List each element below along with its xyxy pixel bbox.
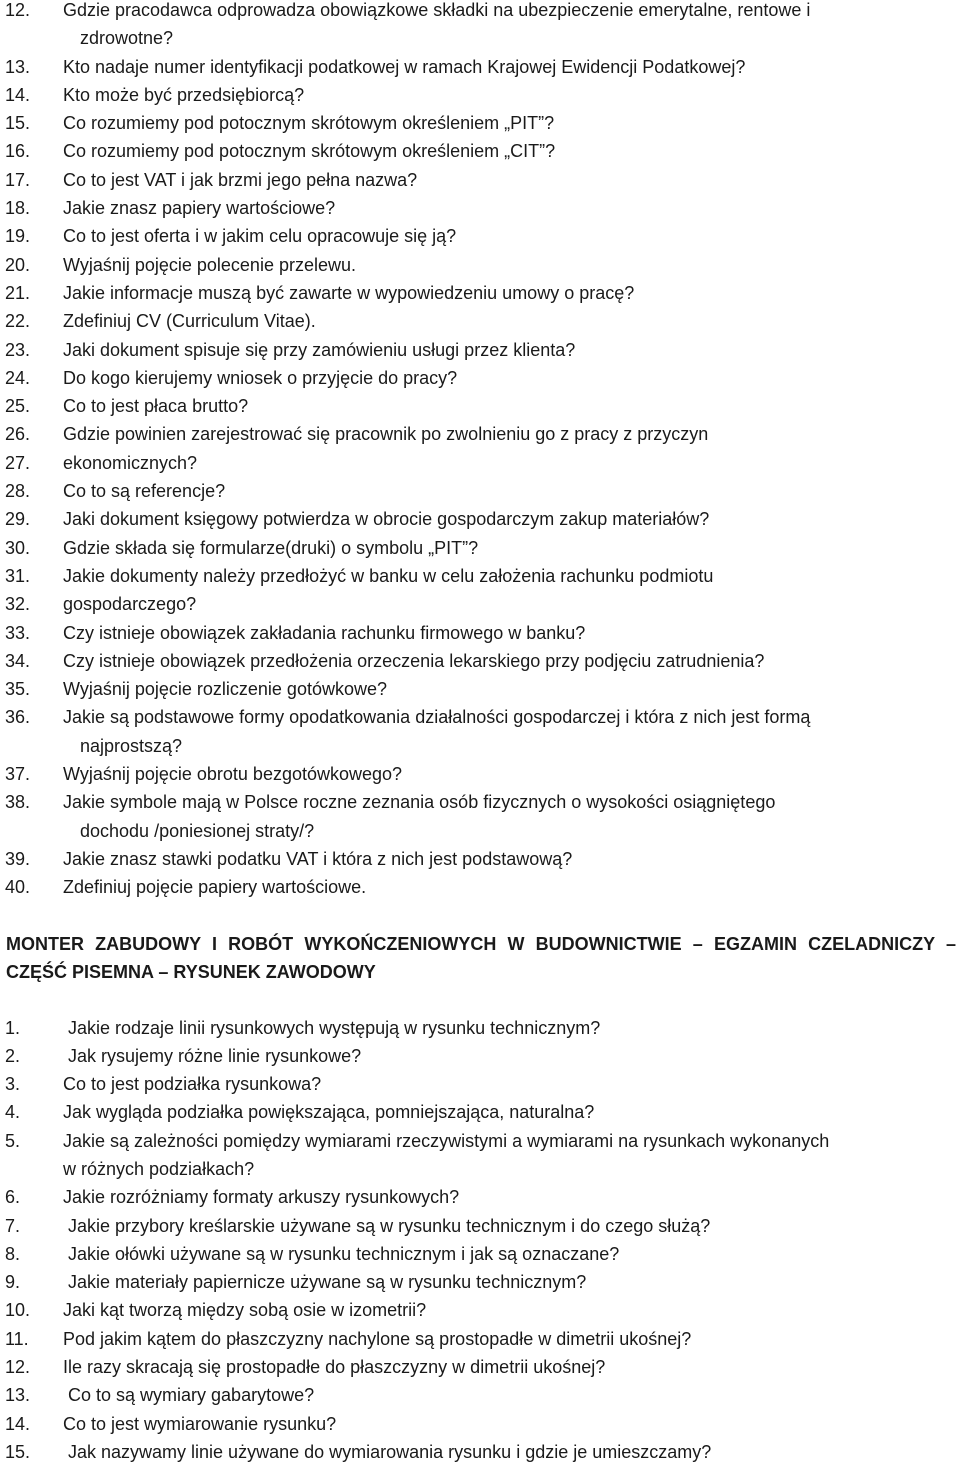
item-text: Jakie przybory kreślarskie używane są w rysunku technicznym i do czego służą? [0,1212,960,1240]
item-text: Co to są wymiary gabarytowe? [0,1381,960,1409]
list-item [0,505,960,533]
list-item [0,1127,960,1184]
item-number: 18. [5,194,30,222]
list-item [0,364,960,392]
item-text: Jakie rozróżniamy formaty arkuszy rysunkowych? [0,1183,960,1211]
item-number: 24. [5,364,30,392]
item-text: Kto nadaje numer identyfikacji podatkowej w ramach Krajowej Ewidencji Podatkowej? [0,53,960,81]
item-text: Czy istnieje obowiązek przedłożenia orzeczenia lekarskiego przy podjęciu zatrudnienia? [0,647,960,675]
item-number: 23. [5,336,30,364]
item-number: 17. [5,166,30,194]
list-item [0,194,960,222]
item-number: 27. [5,449,30,477]
item-number: 38. [5,788,30,816]
list-item [0,0,960,53]
item-text: Kto może być przedsiębiorcą? [0,81,960,109]
item-text: Pod jakim kątem do płaszczyzny nachylone są prostopadłe w dimetrii ukośnej? [0,1325,960,1353]
list-item [0,1381,960,1409]
item-number: 5. [5,1127,20,1155]
item-number: 19. [5,222,30,250]
item-text-continuation: najprostszą? [0,732,960,760]
item-number: 39. [5,845,30,873]
item-text: Co to jest podziałka rysunkowa? [0,1070,960,1098]
list-item [0,81,960,109]
list-item [0,873,960,901]
item-number: 1. [5,1014,20,1042]
item-number: 34. [5,647,30,675]
list-item [0,619,960,647]
item-text: Jakie znasz papiery wartościowe? [0,194,960,222]
list-item [0,1014,960,1042]
item-number: 14. [5,1410,30,1438]
list-item [0,1070,960,1098]
item-number: 22. [5,307,30,335]
item-number: 40. [5,873,30,901]
item-text: Co to jest oferta i w jakim celu opracowuje się ją? [0,222,960,250]
item-text: Co to jest płaca brutto? [0,392,960,420]
item-text: Jak wygląda podziałka powiększająca, pomniejszająca, naturalna? [0,1098,960,1126]
list-item [0,1438,960,1466]
list-item [0,109,960,137]
item-number: 8. [5,1240,20,1268]
item-text: Gdzie powinien zarejestrować się pracownik po zwolnieniu go z pracy z przyczyn [0,420,960,448]
item-text: Co to jest wymiarowanie rysunku? [0,1410,960,1438]
item-text: Co rozumiemy pod potocznym skrótowym określeniem „CIT”? [0,137,960,165]
list-item [0,1325,960,1353]
list-item [0,166,960,194]
list-item [0,307,960,335]
question-list-drawing [0,1014,960,1466]
item-number: 9. [5,1268,20,1296]
item-number: 32. [5,590,30,618]
list-item [0,788,960,845]
item-number: 13. [5,53,30,81]
item-text: Gdzie składa się formularze(druki) o symbolu „PIT”? [0,534,960,562]
item-text: Wyjaśnij pojęcie polecenie przelewu. [0,251,960,279]
item-text: Co to są referencje? [0,477,960,505]
item-text: Jakie symbole mają w Polsce roczne zeznania osób fizycznych o wysokości osiągniętego [0,788,960,816]
item-number: 25. [5,392,30,420]
item-number: 3. [5,1070,20,1098]
item-text: Jak nazywamy linie używane do wymiarowania rysunku i gdzie je umieszczamy? [0,1438,960,1466]
list-item [0,1098,960,1126]
item-number: 26. [5,420,30,448]
item-number: 33. [5,619,30,647]
item-number: 31. [5,562,30,590]
spacer [0,987,960,1014]
item-number: 28. [5,477,30,505]
list-item [0,1212,960,1240]
item-text: Jakie rodzaje linii rysunkowych występują w rysunku technicznym? [0,1014,960,1042]
item-text: Jakie dokumenty należy przedłożyć w banku w celu założenia rachunku podmiotu [0,562,960,590]
list-item [0,1268,960,1296]
item-text: Jaki kąt tworzą między sobą osie w izometrii? [0,1296,960,1324]
list-item [0,675,960,703]
list-item [0,562,960,590]
item-number: 35. [5,675,30,703]
list-item [0,137,960,165]
list-item [0,534,960,562]
item-text: gospodarczego? [0,590,960,618]
item-text: Jaki dokument księgowy potwierdza w obrocie gospodarczym zakup materiałów? [0,505,960,533]
item-number: 37. [5,760,30,788]
list-item [0,1042,960,1070]
item-number: 11. [5,1325,29,1353]
item-text: Zdefiniuj pojęcie papiery wartościowe. [0,873,960,901]
list-item [0,53,960,81]
item-text: Jak rysujemy różne linie rysunkowe? [0,1042,960,1070]
item-number: 12. [5,0,30,24]
item-text-continuation: w różnych podziałkach? [0,1155,960,1183]
list-item [0,590,960,618]
item-text: Wyjaśnij pojęcie rozliczenie gotówkowe? [0,675,960,703]
item-number: 21. [5,279,30,307]
item-number: 15. [5,109,30,137]
list-item [0,449,960,477]
list-item [0,420,960,448]
item-text: Gdzie pracodawca odprowadza obowiązkowe składki na ubezpieczenie emerytalne, rentowe i [0,0,960,24]
item-number: 30. [5,534,30,562]
item-text: Jakie są zależności pomiędzy wymiarami rzeczywistymi a wymiarami na rysunkach wykonanych [0,1127,960,1155]
list-item [0,1183,960,1211]
list-item [0,222,960,250]
item-number: 4. [5,1098,20,1126]
list-item [0,477,960,505]
item-number: 15. [5,1438,30,1466]
item-number: 29. [5,505,30,533]
item-number: 12. [5,1353,30,1381]
item-number: 13. [5,1381,30,1409]
item-text: Czy istnieje obowiązek zakładania rachunku firmowego w banku? [0,619,960,647]
list-item [0,1240,960,1268]
item-number: 36. [5,703,30,731]
item-text: Co to jest VAT i jak brzmi jego pełna nazwa? [0,166,960,194]
item-text: Jakie znasz stawki podatku VAT i która z nich jest podstawową? [0,845,960,873]
list-item [0,1296,960,1324]
section-heading: MONTER ZABUDOWY I ROBÓT WYKOŃCZENIOWYCH W BUDOWNICTWIE – EGZAMIN CZELADNICZY – CZĘŚĆ PISEMNA – RYSUNEK ZAWODOWY [6,930,956,987]
list-item [0,1353,960,1381]
item-text-continuation: dochodu /poniesionej straty/? [0,817,960,845]
list-item [0,845,960,873]
list-item [0,251,960,279]
item-number: 6. [5,1183,20,1211]
item-text: Wyjaśnij pojęcie obrotu bezgotówkowego? [0,760,960,788]
item-text: Do kogo kierujemy wniosek o przyjęcie do pracy? [0,364,960,392]
list-item [0,336,960,364]
item-text: Jakie materiały papiernicze używane są w rysunku technicznym? [0,1268,960,1296]
item-text: Jakie ołówki używane są w rysunku technicznym i jak są oznaczane? [0,1240,960,1268]
item-text: Jakie są podstawowe formy opodatkowania działalności gospodarczej i która z nich jest formą [0,703,960,731]
list-item [0,392,960,420]
item-text-continuation: zdrowotne? [0,24,960,52]
list-item [0,1410,960,1438]
item-text: Zdefiniuj CV (Curriculum Vitae). [0,307,960,335]
item-text: Co rozumiemy pod potocznym skrótowym określeniem „PIT”? [0,109,960,137]
item-text: ekonomicznych? [0,449,960,477]
item-number: 16. [5,137,30,165]
item-text: Jaki dokument spisuje się przy zamówieniu usługi przez klienta? [0,336,960,364]
list-item [0,703,960,760]
item-number: 14. [5,81,30,109]
list-item [0,279,960,307]
item-text: Ile razy skracają się prostopadłe do płaszczyzny w dimetrii ukośnej? [0,1353,960,1381]
list-item [0,647,960,675]
item-number: 2. [5,1042,20,1070]
item-text: Jakie informacje muszą być zawarte w wypowiedzeniu umowy o pracę? [0,279,960,307]
item-number: 20. [5,251,30,279]
item-number: 7. [5,1212,20,1240]
list-item [0,760,960,788]
item-number: 10. [5,1296,30,1324]
